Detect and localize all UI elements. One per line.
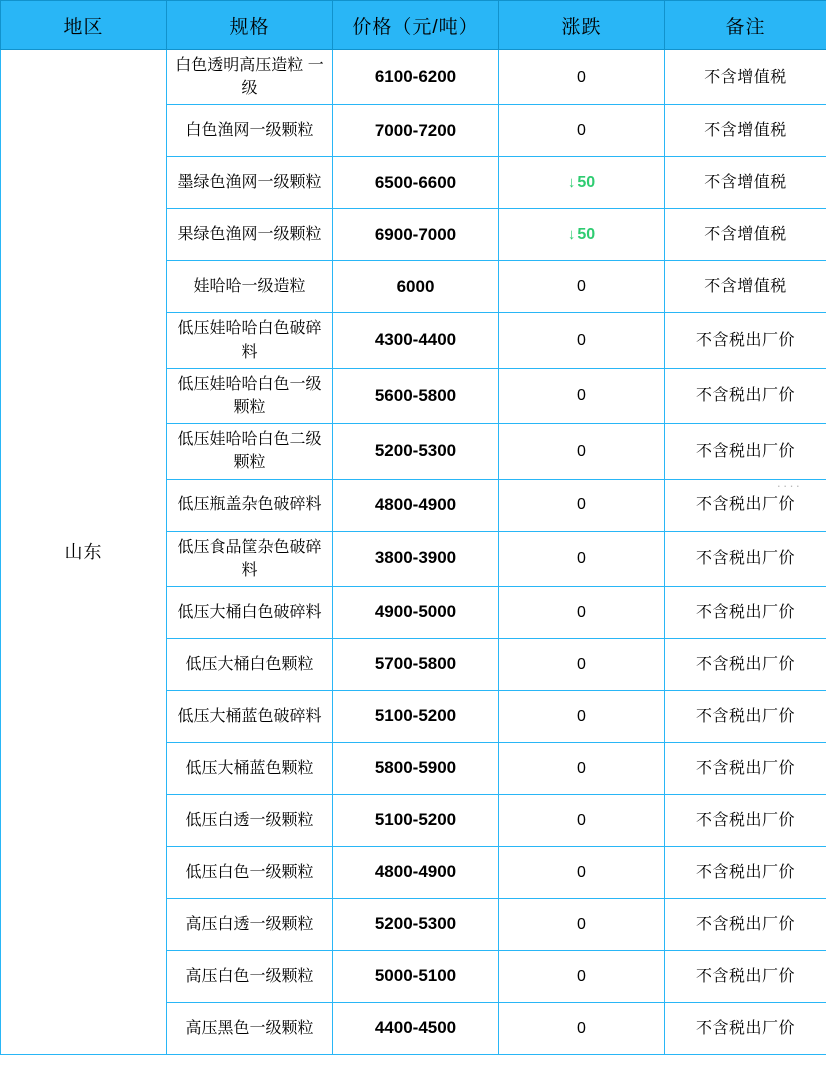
spec-cell: 墨绿色渔网一级颗粒 [167,157,333,209]
change-value: 50 [577,174,596,192]
price-cell: 5100-5200 [333,794,499,846]
note-text: 不含增值税 [704,122,787,140]
note-cell [665,742,826,794]
spec-cell: 高压黑色一级颗粒 [167,1002,333,1054]
spec-cell: 低压食品筐杂色破碎料 [167,531,333,586]
price-cell: 4800-4900 [333,479,499,531]
change-cell [499,209,665,261]
spec-cell: 白色透明高压造粒 一级 [167,50,333,105]
change-cell: 0 [499,1002,665,1054]
note-text: 不含税出厂价 [695,387,795,405]
price-cell: 5800-5900 [333,742,499,794]
price-cell: 4400-4500 [333,1002,499,1054]
column-header-spec: 规格 [167,1,333,50]
price-cell: 5100-5200 [333,690,499,742]
change-cell: 0 [499,742,665,794]
change-cell: 0 [499,261,665,313]
note-cell [665,950,826,1002]
note-cell [665,690,826,742]
change-cell: 0 [499,638,665,690]
change-cell: 0 [499,898,665,950]
change-cell: 0 [499,424,665,479]
note-cell [665,261,826,313]
price-cell: 6000 [333,261,499,313]
spec-cell: 低压娃哈哈白色二级颗粒 [167,424,333,479]
note-cell [665,50,826,105]
price-cell: 4300-4400 [333,313,499,368]
table-body [1,50,826,1055]
change-cell: 0 [499,950,665,1002]
note-text: 不含税出厂价 ···· [695,478,802,514]
note-cell [665,898,826,950]
note-text: 不含税出厂价 [695,915,795,933]
column-header-note: 备注 [665,1,826,50]
spec-cell: 白色渔网一级颗粒 [167,105,333,157]
change-cell: 0 [499,586,665,638]
spec-cell: 低压大桶蓝色破碎料 [167,690,333,742]
note-cell [665,313,826,368]
note-cell [665,157,826,209]
change-cell: 0 [499,105,665,157]
change-value: 50 [577,226,596,244]
price-cell: 6500-6600 [333,157,499,209]
spec-cell: 低压瓶盖杂色破碎料 [167,479,333,531]
change-cell: 0 [499,479,665,531]
note-cell [665,638,826,690]
note-text: 不含税出厂价 [695,811,795,829]
note-text: 不含税出厂价 [695,331,795,349]
change-cell: 0 [499,368,665,423]
note-cell [665,424,826,479]
table-header-row [1,1,826,50]
note-text: 不含增值税 [704,68,787,86]
note-text: 不含税出厂价 [695,442,795,460]
note-cell [665,586,826,638]
note-text: 不含增值税 [704,278,787,296]
change-cell [499,157,665,209]
price-cell: 3800-3900 [333,531,499,586]
arrow-down-icon: ↓ [567,174,576,192]
note-cell [665,105,826,157]
spec-cell: 低压白色一级颗粒 [167,846,333,898]
column-header-region: 地区 [1,1,167,50]
note-cell [665,531,826,586]
note-text: 不含增值税 [704,174,787,192]
spec-cell: 低压大桶蓝色颗粒 [167,742,333,794]
price-cell: 5200-5300 [333,898,499,950]
spec-cell: 低压大桶白色破碎料 [167,586,333,638]
note-cell [665,479,826,531]
note-text: 不含税出厂价 [695,655,795,673]
spec-cell: 低压大桶白色颗粒 [167,638,333,690]
change-cell: 0 [499,690,665,742]
region-cell: 山东 [1,50,167,1055]
price-cell: 5600-5800 [333,368,499,423]
change-cell: 0 [499,846,665,898]
spec-cell: 低压娃哈哈白色破碎料 [167,313,333,368]
note-text: 不含税出厂价 [695,707,795,725]
note-cell [665,1002,826,1054]
table-row [1,50,826,105]
price-cell: 5700-5800 [333,638,499,690]
spec-cell: 高压白透一级颗粒 [167,898,333,950]
note-text: 不含税出厂价 [695,603,795,621]
price-cell: 5200-5300 [333,424,499,479]
spec-cell: 果绿色渔网一级颗粒 [167,209,333,261]
change-cell: 0 [499,313,665,368]
spec-cell: 低压娃哈哈白色一级颗粒 [167,368,333,423]
change-cell: 0 [499,794,665,846]
note-text: 不含税出厂价 [695,967,795,985]
price-cell: 5000-5100 [333,950,499,1002]
spec-cell: 高压白色一级颗粒 [167,950,333,1002]
arrow-down-icon: ↓ [567,226,576,244]
price-cell: 6100-6200 [333,50,499,105]
spec-cell: 娃哈哈一级造粒 [167,261,333,313]
price-cell: 4900-5000 [333,586,499,638]
change-cell: 0 [499,50,665,105]
change-cell: 0 [499,531,665,586]
price-cell: 7000-7200 [333,105,499,157]
note-text: 不含增值税 [704,226,787,244]
spec-cell: 低压白透一级颗粒 [167,794,333,846]
watermark-dots: ···· [776,478,802,494]
note-text: 不含税出厂价 [695,863,795,881]
note-cell [665,209,826,261]
price-cell: 4800-4900 [333,846,499,898]
note-text: 不含税出厂价 [695,550,795,568]
column-header-price: 价格（元/吨） [333,1,499,50]
note-text: 不含税出厂价 [695,1019,795,1037]
note-text: 不含税出厂价 [695,759,795,777]
note-cell [665,368,826,423]
column-header-change: 涨跌 [499,1,665,50]
note-cell [665,846,826,898]
note-cell [665,794,826,846]
price-cell: 6900-7000 [333,209,499,261]
